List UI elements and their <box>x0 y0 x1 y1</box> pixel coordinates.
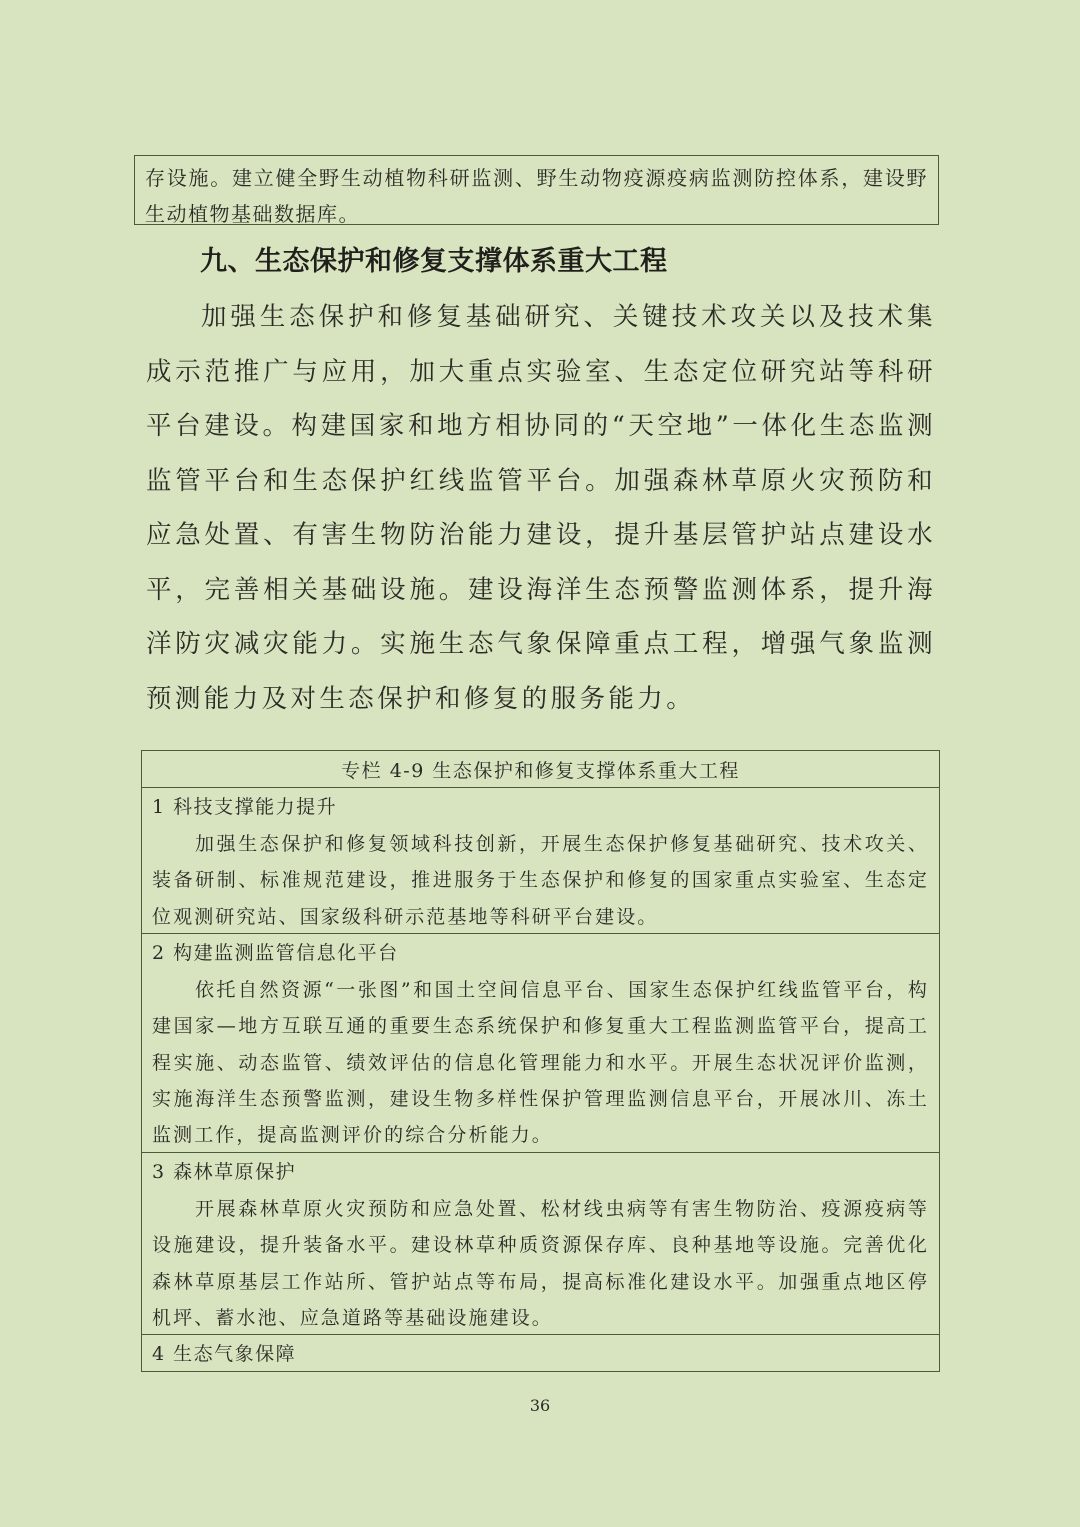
column-title: 专栏 4-9 生态保护和修复支撑体系重大工程 <box>142 751 939 788</box>
column-item-title: 4 生态气象保障 <box>152 1343 297 1365</box>
column-item-title: 3 森林草原保护 <box>152 1161 297 1183</box>
column-item <box>142 788 939 934</box>
column-box <box>141 750 940 1372</box>
continuation-text: 存设施。建立健全野生动植物科研监测、野生动物疫源疫病监测防控体系，建设野生动植物基础数据库。 <box>145 166 928 226</box>
column-item-title: 2 构建监测监管信息化平台 <box>152 942 399 964</box>
section-heading: 九、生态保护和修复支撑体系重大工程 <box>200 246 668 277</box>
column-item <box>142 934 939 1153</box>
column-item-body: 加强生态保护和修复领域科技创新，开展生态保护修复基础研究、技术攻关、装备研制、标准规范建设，推进服务于生态保护和修复的国家重点实验室、生态定位观测研究站、国家级科研示范基地等科研平台建设。 <box>152 833 929 928</box>
continuation-box <box>134 155 939 225</box>
column-item <box>142 1153 939 1335</box>
column-item-body: 依托自然资源“一张图”和国土空间信息平台、国家生态保护红线监管平台，构建国家—地方互联互通的重要生态系统保护和修复重大工程监测监管平台，提高工程实施、动态监管、绩效评估的信息化管理能力和水平。开展生态状况评价监测，实施海洋生态预警监测，建设生物多样性保护管理监测信息平台，开展冰川、冻土监测工作，提高监测评价的综合分析能力。 <box>152 979 929 1147</box>
column-item <box>142 1335 939 1371</box>
column-item-title: 1 科技支撑能力提升 <box>152 796 338 818</box>
page-number: 36 <box>529 1396 551 1415</box>
column-item-body: 开展森林草原火灾预防和应急处置、松材线虫病等有害生物防治、疫源疫病等设施建设，提升装备水平。建设林草种质资源保存库、良种基地等设施。完善优化森林草原基层工作站所、管护站点等布局，提高标准化建设水平。加强重点地区停机坪、蓄水池、应急道路等基础设施建设。 <box>152 1198 929 1329</box>
section-paragraph: 加强生态保护和修复基础研究、关键技术攻关以及技术集成示范推广与应用，加大重点实验室、生态定位研究站等科研平台建设。构建国家和地方相协同的“天空地”一体化生态监测监管平台和生态保护红线监管平台。加强森林草原火灾预防和应急处置、有害生物防治能力建设，提升基层管护站点建设水平，完善相关基础设施。建设海洋生态预警监测体系，提升海洋防灾减灾能力。实施生态气象保障重点工程，增强气象监测预测能力及对生态保护和修复的服务能力。 <box>146 302 936 714</box>
